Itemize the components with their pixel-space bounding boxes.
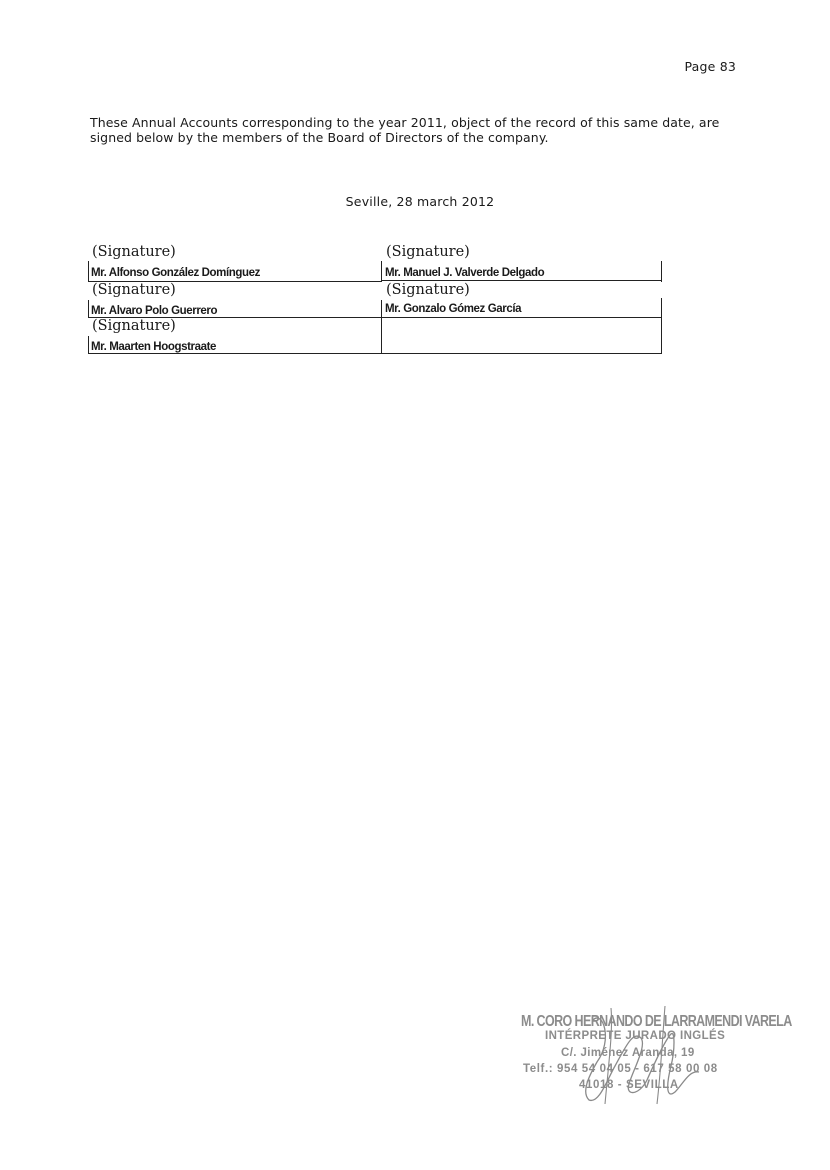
signature-label: (Signature) xyxy=(386,282,470,298)
table-rule xyxy=(661,261,662,282)
stamp-line: M. CORO HERNANDO DE LARRAMENDI VARELA xyxy=(521,1012,792,1030)
table-rule xyxy=(88,336,89,354)
table-rule xyxy=(88,300,89,318)
signature-cell xyxy=(88,318,382,354)
signature-label: (Signature) xyxy=(92,244,176,260)
translator-stamp xyxy=(515,1000,792,1110)
signature-table xyxy=(88,244,662,354)
table-rule xyxy=(381,300,382,354)
signature-label: (Signature) xyxy=(92,282,176,298)
signatory-name: Mr. Alvaro Polo Guerrero xyxy=(91,305,218,317)
signature-cell xyxy=(88,244,382,282)
table-rule xyxy=(88,317,662,318)
stamp-line: Telf.: 954 54 04 05 - 617 58 00 08 xyxy=(523,1063,718,1075)
signature-cell xyxy=(88,282,382,318)
intro-paragraph: These Annual Accounts corresponding to the year 2011, object of the record of this same date, are signed below by the members of the Board of Directors of the company. xyxy=(90,115,720,145)
table-rule xyxy=(88,281,382,282)
table-rule xyxy=(88,353,662,354)
signature-label: (Signature) xyxy=(386,244,470,260)
signatory-name: Mr. Gonzalo Gómez García xyxy=(385,303,522,315)
table-rule xyxy=(382,280,662,281)
signatory-name: Mr. Maarten Hoogstraate xyxy=(91,341,216,353)
stamp-line: INTÉRPRETE JURADO INGLÉS xyxy=(545,1030,726,1042)
table-rule xyxy=(381,261,382,282)
table-rule xyxy=(661,298,662,354)
signatory-name: Mr. Alfonso González Domínguez xyxy=(91,267,261,279)
signatory-name: Mr. Manuel J. Valverde Delgado xyxy=(385,267,545,279)
signature-label: (Signature) xyxy=(92,318,176,334)
stamp-line: 41018 - SEVILLA xyxy=(579,1079,679,1091)
signature-cell xyxy=(382,282,662,318)
table-rule xyxy=(88,261,89,282)
place-date-line: Seville, 28 march 2012 xyxy=(345,194,495,209)
signature-cell xyxy=(382,244,662,282)
page-number: Page 83 xyxy=(684,59,736,74)
stamp-line: C/. Jiménez Aranda, 19 xyxy=(561,1047,695,1059)
